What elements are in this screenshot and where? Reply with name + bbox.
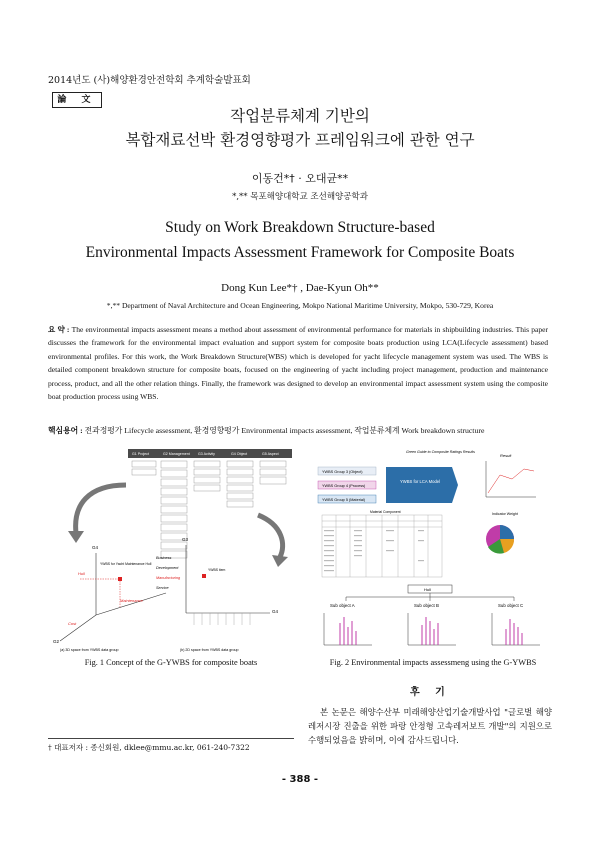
- abstract-text: The environmental impacts assessment means a method about assessment of environmental performance for materials in shipbuilding industries. This paper discusses the framework for the environmental impact evaluation and support system for composite boats production using LCA(Lifecycle assessment) based environmental profiles. For this work, the Work Breakdown Structure(WBS) which is developed for yacht lifecycle management system was used. The WBS is detailed component breakdown structure for composite boats, focused on the engineering of yacht including project management, production and maintenance process, product, and all the other relation things. Finally, the framework was designed to develop an environmental impact assessment system using the composite boat production process using WBS.: [48, 325, 549, 402]
- page-number: - 388 -: [281, 774, 319, 785]
- fig1-ywbs-item-a: YWBS for Yacht Maintenance Hull: [100, 562, 152, 566]
- footnote: † 대표저자 : 종신회원, dklee@mmu.ac.kr, 061-240-7322: [48, 743, 250, 752]
- keywords: [48, 425, 558, 436]
- fig1-arrow-left: [76, 485, 126, 533]
- fig2-sub-object-b: Sub object B: [414, 603, 439, 608]
- fig1-g4-axis-b: G4: [272, 609, 279, 614]
- fig1-g4-axis: G4: [92, 545, 99, 550]
- fig1-hull-label: Hull: [78, 571, 85, 576]
- fig1-arrow-right: [258, 515, 283, 557]
- english-title-line1: Study on Work Breakdown Structure-based: [165, 219, 435, 236]
- fig1-col-3: G3 Activity: [198, 452, 215, 456]
- fig2-center-box: [386, 467, 458, 503]
- keywords-text: 전과정평가 Lifecycle assessment, 환경영향평가 Environmental impacts assessment, 작업분류체계 Work breakdown structure: [84, 426, 485, 435]
- fig1-sub-b: (b) 2D space from YWBS data group: [180, 648, 239, 652]
- fig1-sub-a: (a) 3D space from YWBS data group: [60, 648, 119, 652]
- fig1-arrow-left-head-icon: [68, 531, 84, 543]
- english-affiliation: *,** Department of Naval Architecture and Ocean Engineering, Mokpo National Maritime University, Mokpo, 530-729, Korea: [106, 301, 494, 310]
- fig1-g2-axis: G2: [53, 639, 60, 644]
- fig2-result-chart: [486, 461, 536, 497]
- keywords-label: 핵심용어 :: [48, 426, 83, 435]
- fig1-wbs-boxes: [132, 461, 286, 558]
- figure-1: [48, 445, 294, 655]
- fig1-col-1: G1 Project: [132, 452, 149, 456]
- fig1-2d-axes: [186, 545, 270, 613]
- fig2-group-2: YWBS Group 4 (Process): [322, 484, 366, 488]
- fig1-activity-4: Service: [156, 586, 169, 590]
- fig1-activity-2: Development: [156, 566, 179, 570]
- fig1-3d-axes: [60, 553, 166, 641]
- fig2-tree-lines: [346, 593, 514, 601]
- fig2-sub-object-a: Sub object A: [330, 603, 355, 608]
- fig1-point-b: [202, 574, 206, 578]
- fig2-top-note: Green Guide to Composite Ratings Results: [406, 450, 475, 454]
- fig2-indicator-title: Indicator Weight: [492, 512, 518, 516]
- fig1-col-5: G5 Aspect: [262, 452, 279, 456]
- korean-authors: 이동건*† · 오대균**: [251, 172, 349, 185]
- acknowledgement-heading: 후 기: [410, 687, 451, 698]
- fig1-cost-label: Cost: [68, 621, 77, 626]
- fig1-activity-3: Manufacturing: [156, 576, 181, 580]
- abstract: [48, 323, 548, 403]
- korean-title-line2: 복합재료선박 환경영향평가 프레임워크에 관한 연구: [125, 131, 475, 149]
- english-title-line2: Environmental Impacts Assessment Framework for Composite Boats: [85, 244, 515, 261]
- fig1-point-a: [118, 577, 122, 581]
- figure-1-caption: Fig. 1 Concept of the G-YWBS for composite boats: [84, 658, 258, 667]
- fig2-sub-object-c: Sub object C: [498, 603, 524, 608]
- fig1-arrow-right-head-icon: [272, 555, 288, 567]
- fig1-ywbs-item-b: YWBS item: [208, 568, 226, 572]
- abstract-label: 요 약 :: [48, 325, 70, 334]
- fig2-group-1: YWBS Group 3 (Object): [322, 470, 363, 474]
- figure-2: [310, 445, 556, 655]
- korean-title-line1: 작업분류체계 기반의: [230, 107, 370, 125]
- fig2-center-label: YWBS for LCA Model: [400, 479, 441, 484]
- fig1-g3-axis: G3: [182, 537, 189, 542]
- fig2-result-label: Result: [500, 453, 512, 458]
- paper-type-tag: 論 文: [52, 92, 102, 108]
- conference-header: 2014년도 (사)해양환경안전학회 추계학술발표회: [48, 75, 251, 86]
- korean-affiliation: *,** 목포해양대학교 조선해양공학과: [232, 192, 368, 202]
- fig2-hull-label: Hull: [424, 587, 431, 592]
- fig1-maintenance-label: Maintenance: [120, 598, 143, 603]
- acknowledgement-text: 본 논문은 해양수산부 미래해양산업기술개발사업 "글로벌 해양레저시장 진출을 위한 파랑 안정형 고속레저보트 개발"의 지원으로 수행되었음을 밝히며, 이에 감사드립니다.: [308, 707, 552, 745]
- fig1-col-2: G2 Management: [163, 452, 190, 456]
- fig2-table: [322, 515, 442, 577]
- english-authors: Dong Kun Lee*† , Dae-Kyun Oh**: [221, 282, 379, 294]
- fig2-table-title: Material Component: [370, 510, 401, 514]
- fig2-group-3: YWBS Group 5 (Material): [322, 498, 366, 502]
- footnote-divider: [48, 738, 294, 739]
- fig1-activity-1: Business: [156, 556, 172, 560]
- fig1-col-4: G4 Object: [231, 452, 248, 456]
- figure-2-caption: Fig. 2 Environmental impacts assessmeng using the G-YWBS: [329, 658, 537, 667]
